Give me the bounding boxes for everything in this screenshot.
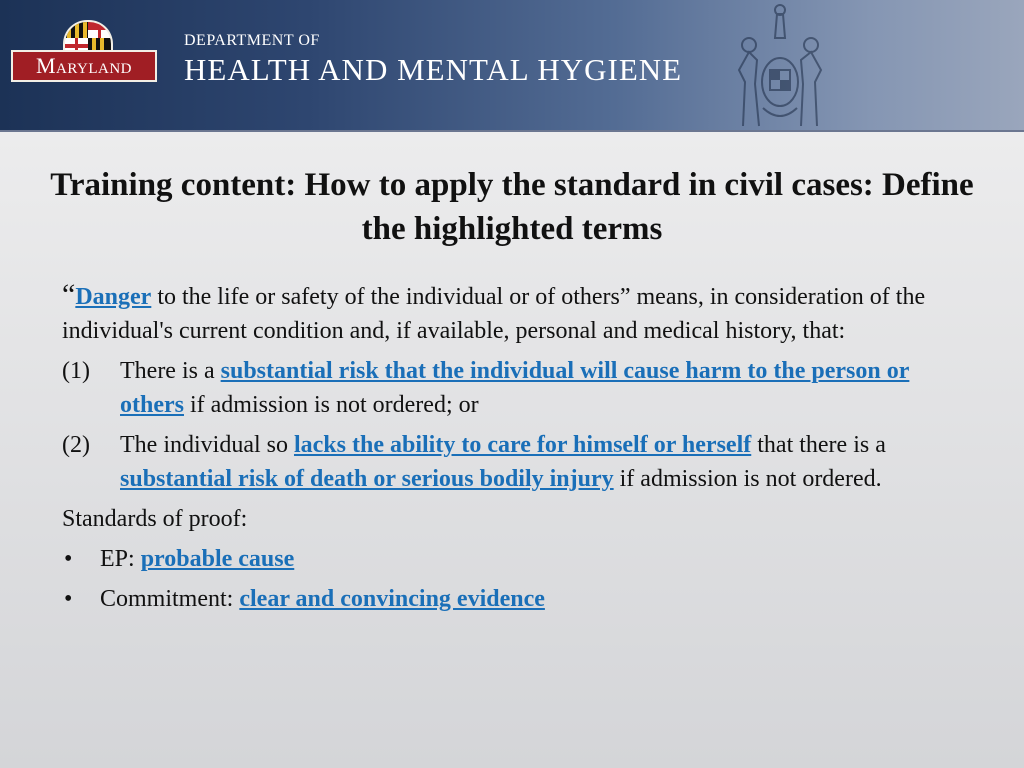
- definition-paragraph: [62, 278, 962, 348]
- maryland-flag-icon: [63, 20, 113, 54]
- list-number-2: (2): [62, 432, 90, 458]
- term-bodily-injury-link[interactable]: substantial risk of death or serious bodily injury: [120, 466, 614, 492]
- item-2-middle: that there is a: [751, 432, 886, 458]
- header-banner: [0, 0, 1024, 132]
- term-clear-convincing-link[interactable]: clear and convincing evidence: [239, 586, 545, 612]
- list-item-2: [62, 428, 962, 496]
- state-seal-icon: [715, 0, 845, 128]
- department-name: HEALTH AND MENTAL HYGIENE: [184, 52, 683, 87]
- list-number-1: (1): [62, 358, 90, 384]
- department-of-label: DEPARTMENT OF: [184, 32, 320, 49]
- term-probable-cause-link[interactable]: probable cause: [140, 546, 295, 572]
- term-self-care-link[interactable]: lacks the ability to care for himself or herself: [293, 432, 752, 458]
- term-harm-link[interactable]: substantial risk that the individual will cause harm to the person or others: [120, 358, 910, 418]
- maryland-logo: [11, 20, 159, 84]
- item-1-before: There is a: [120, 358, 221, 384]
- item-2-after: if admission is not ordered.: [613, 466, 882, 492]
- term-danger-link[interactable]: Danger: [75, 284, 152, 310]
- open-quote: “: [62, 278, 76, 311]
- list-item-1: [62, 354, 962, 422]
- logo-wordmark-box: [11, 50, 157, 82]
- logo-wordmark: Maryland: [35, 53, 133, 78]
- standards-of-proof-heading: Standards of proof:: [62, 506, 248, 532]
- slide-title: Training content: How to apply the standard in civil cases: Define the highlighted terms: [50, 167, 974, 247]
- definition-text: to the life or safety of the individual or of others” means, in consideration of the individual's current condition and, if available, personal and medical history, that:: [62, 284, 926, 344]
- item-2-before: The individual so: [120, 432, 294, 458]
- slide-content: [62, 278, 962, 616]
- bullet-item-ep: [62, 542, 962, 576]
- bullet-symbol: •: [64, 586, 73, 612]
- bullet-ep-label: EP:: [100, 546, 141, 572]
- bullet-commitment-label: Commitment:: [100, 586, 240, 612]
- bullet-item-commitment: [62, 582, 962, 616]
- item-1-after: if admission is not ordered; or: [183, 392, 479, 418]
- bullet-symbol: •: [64, 546, 73, 572]
